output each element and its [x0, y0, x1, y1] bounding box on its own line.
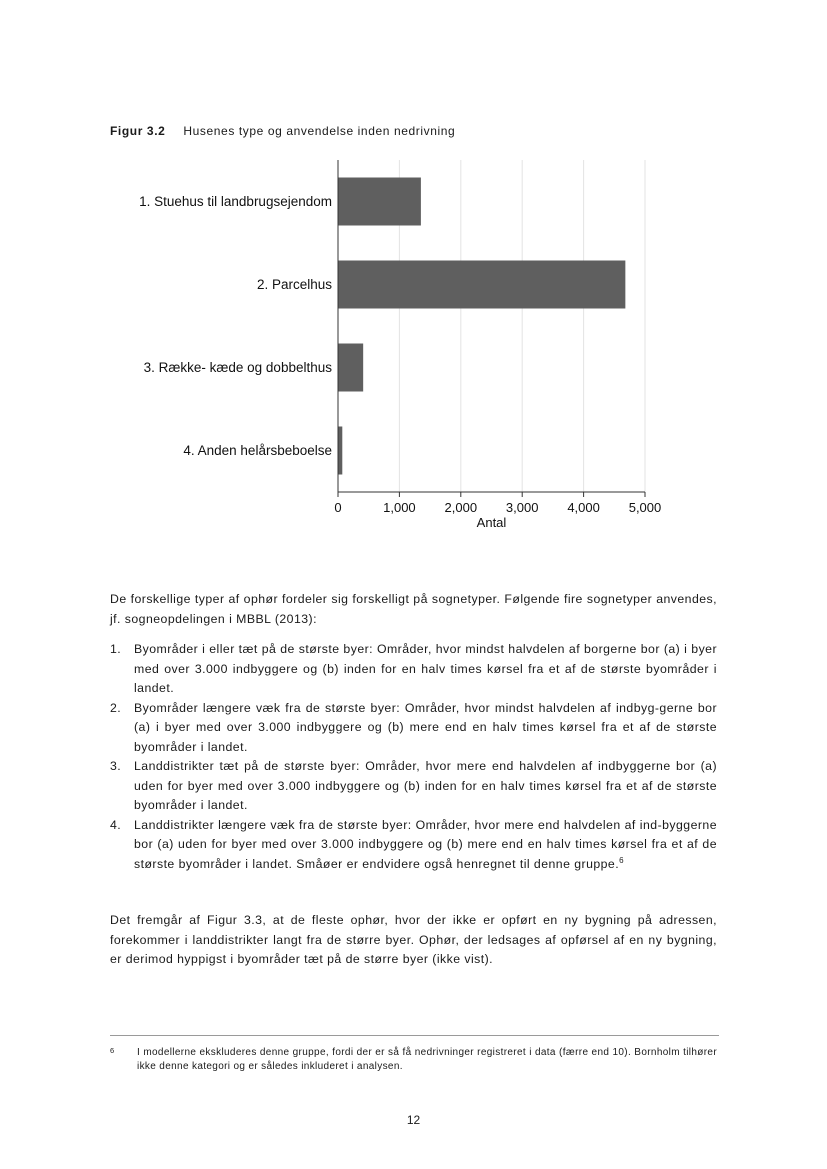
x-tick-label: 3,000 — [505, 500, 539, 515]
paragraph-intro: De forskellige typer af ophør fordeler sig forskelligt på sognetyper. Følgende fire sognetyper anvendes, jf. sogneopdelingen i MBBL (2013): — [110, 592, 717, 626]
figure-title: Husenes type og anvendelse inden nedrivning — [183, 124, 456, 138]
sognetype-list — [110, 640, 717, 874]
footnote — [110, 1046, 717, 1073]
list-item-text: Byområder længere væk fra de største byer: Områder, hvor mindst halvdelen af indbyg-gerne bor (a) i byer med over 3.000 indbyggere og (b) mere end en halv times kørsel fra et af de største byområder i landet. — [134, 700, 717, 754]
bar — [338, 344, 363, 392]
list-item-text: Byområder i eller tæt på de største byer: Områder, hvor mindst halvdelen af borgerne bor (a) i byer med over 3.000 indbyggere og (b) inden for en halv times kørsel fra et af de største byområder i landet. — [134, 642, 717, 695]
x-tick-label: 0 — [334, 500, 342, 515]
list-item-text: Landdistrikter tæt på de største byer: Områder, hvor mere end halvdelen af indbyggerne bor (a) uden for byer med over 3.000 indbyggere og (b) inden for en halv times kørsel fra et af de største byområder i landet. — [134, 759, 717, 812]
x-tick-label: 4,000 — [567, 500, 600, 515]
list-item-text: Landdistrikter længere væk fra de største byer: Områder, hvor mere end halvdelen af ind-byggerne bor (a) uden for byer med over 3.000 indbyggere og (b) mere end en halv times kørsel fra et af de største byområder i landet. Småøer er endvidere også henregnet til denne gruppe. — [134, 817, 717, 871]
x-axis-title: Antal — [476, 515, 507, 530]
list-item — [110, 816, 717, 875]
list-item — [110, 699, 717, 758]
category-label: 1. Stuehus til landbrugsejendom — [139, 194, 332, 209]
figure-caption — [110, 124, 455, 138]
list-item-number: 3. — [110, 759, 122, 773]
x-tick-label: 5,000 — [628, 500, 662, 515]
x-tick-label: 1,000 — [383, 500, 416, 515]
paragraph-conclusion: Det fremgår af Figur 3.3, at de fleste ophør, hvor der ikke er opført en ny bygning på adressen, forekommer i landdistrikter langt fra de større byer. Ophør, der ledsages af opførsel af en ny bygning, er derimod hyppigst i byområder tæt på de større byer (ikke vist). — [110, 913, 717, 966]
bar-chart — [110, 155, 670, 535]
bar — [338, 261, 625, 309]
figure-number: Figur 3.2 — [110, 124, 166, 138]
bar — [338, 427, 342, 475]
x-tick-label: 2,000 — [444, 500, 478, 515]
category-label: 4. Anden helårsbeboelse — [183, 443, 332, 458]
category-label: 3. Række- kæde og dobbelthus — [143, 360, 332, 375]
list-item-number: 2. — [110, 700, 122, 715]
footnote-reference[interactable]: 6 — [619, 855, 624, 865]
footnote-text: I modellerne ekskluderes denne gruppe, fordi der er så få nedrivninger registreret i data (færre end 10). Bornholm tilhører ikke denne kategori og er således inkluderet i analysen. — [137, 1047, 717, 1072]
list-item — [110, 757, 717, 816]
list-item-number: 4. — [110, 817, 122, 832]
list-item-number: 1. — [110, 642, 122, 656]
bar — [338, 178, 421, 226]
list-item — [110, 640, 717, 699]
page-number: 12 — [406, 1113, 421, 1127]
footnote-divider — [110, 1035, 719, 1036]
footnote-mark: 6 — [110, 1046, 115, 1055]
category-label: 2. Parcelhus — [256, 277, 332, 292]
